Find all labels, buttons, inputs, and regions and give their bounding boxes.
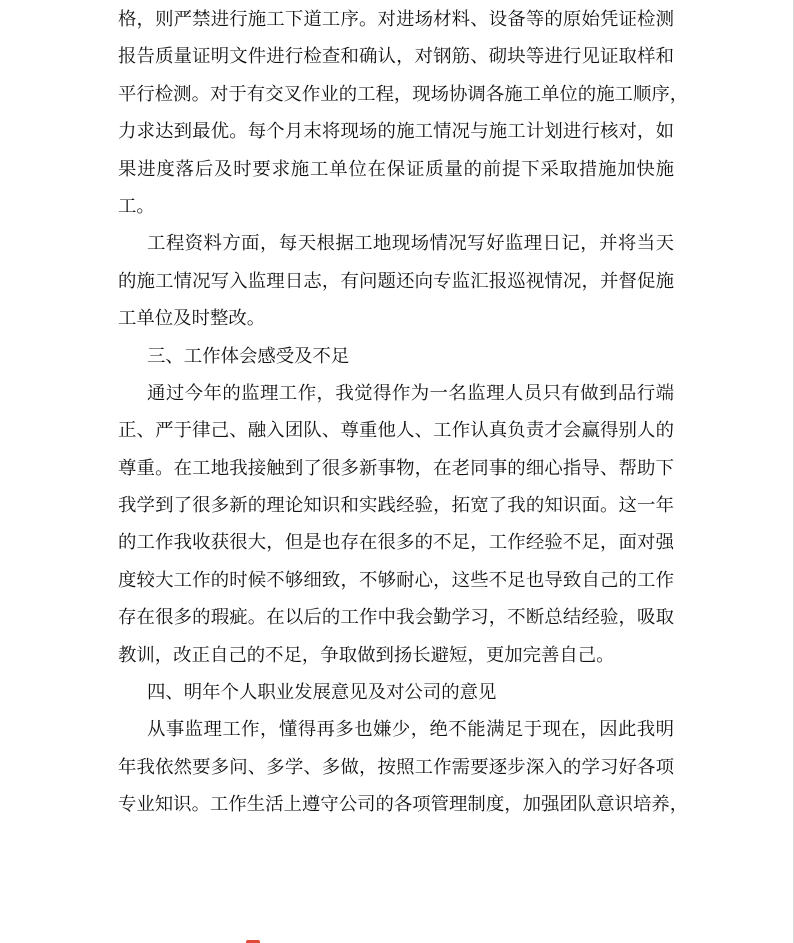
section-heading-career-plan: 四、明年个人职业发展意见及对公司的意见 — [147, 682, 497, 704]
text-line: 的施工情况写入监理日志，有问题还向专监汇报巡视情况，并督促施 — [118, 270, 674, 292]
document-body — [118, 1, 689, 824]
text-line: 存在很多的瑕疵。在以后的工作中我会勤学习，不断总结经验，吸取 — [118, 607, 674, 629]
text-line: 专业知识。工作生活上遵守公司的各项管理制度，加强团队意识培养， — [118, 794, 689, 816]
paragraph-documents — [118, 225, 674, 337]
text-line: 工程资料方面，每天根据工地现场情况写好监理日记，并将当天 — [147, 233, 674, 255]
section-heading-experience: 三、工作体会感受及不足 — [147, 345, 350, 367]
text-line: 我学到了很多新的理论知识和实践经验，拓宽了我的知识面。这一年 — [118, 495, 674, 517]
text-line: 年我依然要多问、多学、多做，按照工作需要逐步深入的学习好各项 — [118, 756, 674, 778]
text-line: 工。 — [118, 195, 155, 217]
text-line: 果进度落后及时要求施工单位在保证质量的前提下采取措施加快施 — [118, 158, 674, 180]
text-line: 力求达到最优。每个月末将现场的施工情况与施工计划进行核对，如 — [118, 121, 674, 143]
text-line: 报告质量证明文件进行检查和确认，对钢筋、砌块等进行见证取样和 — [118, 46, 674, 68]
text-line: 度较大工作的时候不够细致，不够耐心，这些不足也导致自己的工作 — [118, 569, 674, 591]
text-line: 从事监理工作，懂得再多也嫌少，绝不能满足于现在，因此我明 — [147, 719, 674, 741]
paragraph-career-plan — [118, 711, 689, 823]
text-line: 平行检测。对于有交叉作业的工程，现场协调各施工单位的施工顺序， — [118, 83, 689, 105]
text-line: 正、严于律己、融入团队、尊重他人、工作认真负责才会赢得别人的 — [118, 420, 674, 442]
text-line: 尊重。在工地我接触到了很多新事物，在老同事的细心指导、帮助下 — [118, 457, 674, 479]
paragraph-continuation — [118, 1, 689, 225]
text-line: 格，则严禁进行施工下道工序。对进场材料、设备等的原始凭证检测 — [118, 9, 674, 30]
paragraph-experience — [118, 375, 674, 674]
text-line: 通过今年的监理工作，我觉得作为一名监理人员只有做到品行端 — [147, 382, 674, 404]
text-line: 工单位及时整改。 — [118, 308, 266, 330]
text-line: 的工作我收获很大，但是也存在很多的不足，工作经验不足，面对强 — [118, 532, 674, 554]
text-line: 教训，改正自己的不足，争取做到扬长避短，更加完善自己。 — [118, 644, 615, 666]
